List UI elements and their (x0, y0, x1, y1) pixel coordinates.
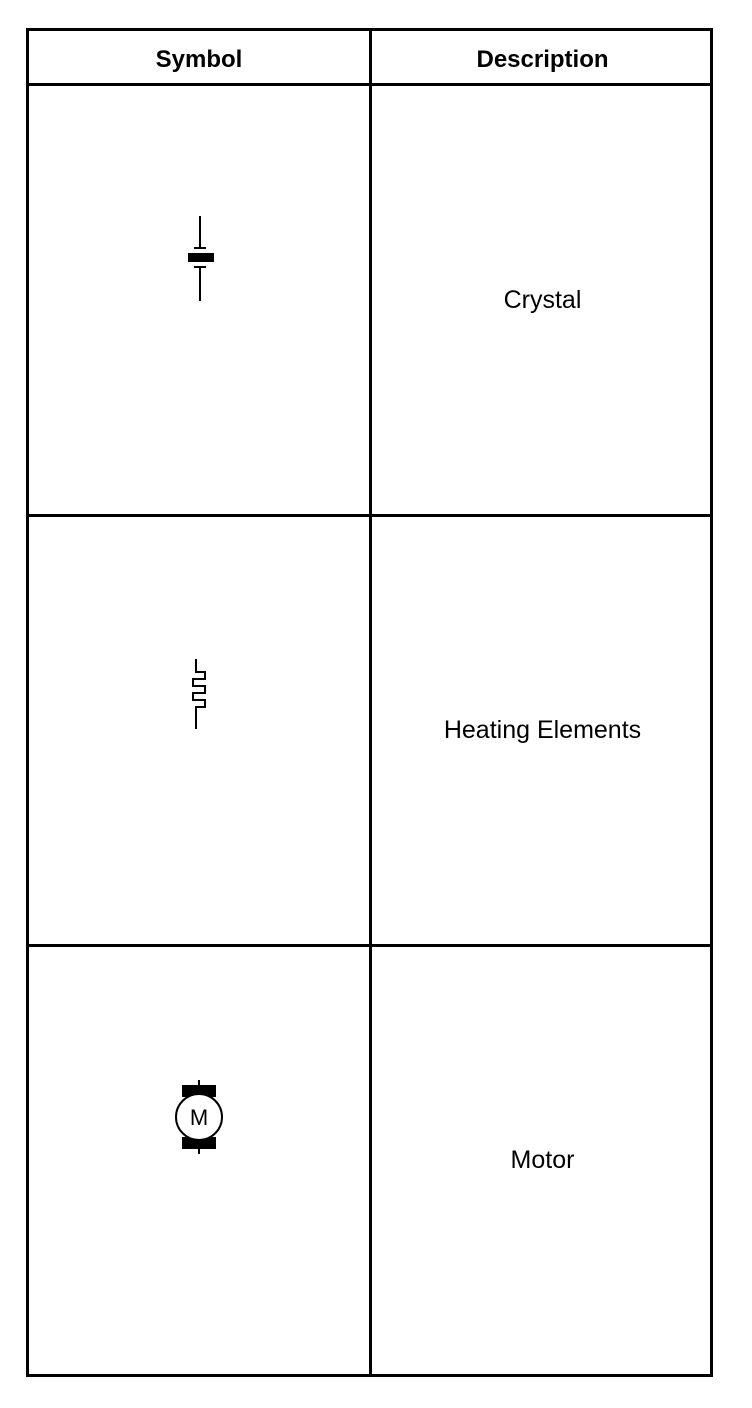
table-row-description: Motor (510, 1146, 575, 1174)
heating-element-icon (179, 657, 219, 731)
motor-symbol-label: M (189, 1104, 209, 1130)
crystal-icon (179, 213, 219, 303)
table-row-description: Heating Elements (443, 716, 642, 744)
motor-icon (169, 1079, 229, 1155)
table-row-symbol-cell (29, 947, 369, 1374)
header-symbol: Symbol (155, 46, 243, 73)
table-row-symbol-cell (29, 86, 369, 514)
table-row-symbol-cell (29, 517, 369, 944)
header-description: Description (476, 46, 609, 73)
symbol-table (26, 28, 713, 1377)
table-row-description: Crystal (503, 285, 582, 314)
